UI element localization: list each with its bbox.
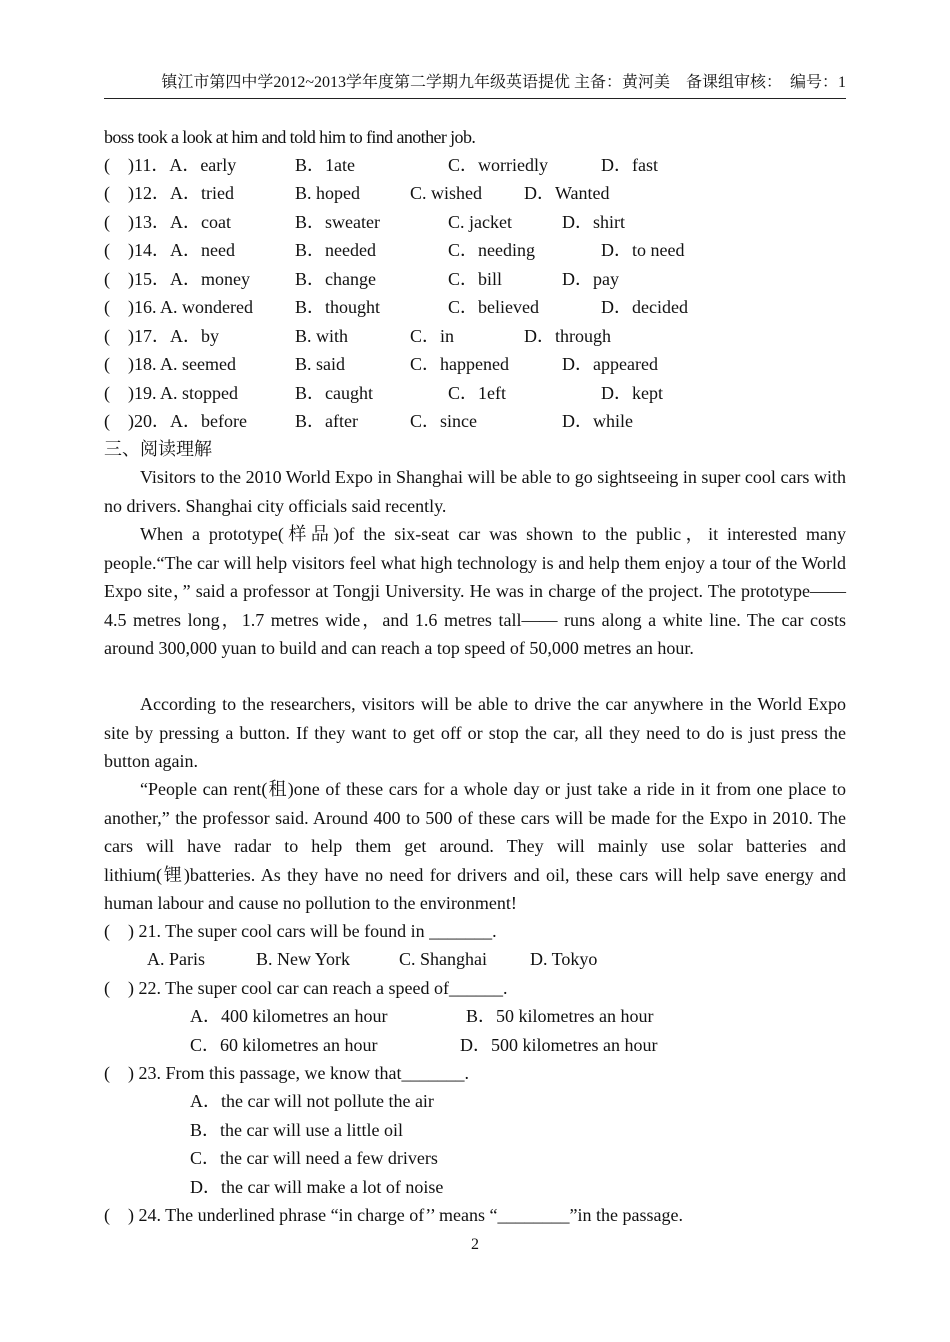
cloze-option-c: C．since bbox=[410, 411, 477, 431]
cloze-option-c: C. jacket bbox=[448, 212, 512, 232]
passage-paragraph bbox=[104, 520, 846, 663]
paragraph-text: When a prototype(样品)of the six-seat car was shown to the public，it interested many people.“The car will help visitors feel what high technology is and help them enjoy a tour of the World Expo site，” said a professor at Tongji University. He was in charge of the project. The prototype—— 4.5 metres long，1.7 metres wide，and 1.6 metres tall—— runs along a white line. The car costs around 300,000 yuan to build and can reach a top speed of 50,000 metres an hour. bbox=[104, 524, 846, 658]
cloze-number-option-a: ( )15．A．money bbox=[104, 269, 250, 289]
section-title: 三、阅读理解 bbox=[104, 439, 212, 459]
cloze-option-c: C．bill bbox=[448, 269, 503, 289]
cloze-option-c: C．believed bbox=[448, 297, 539, 317]
cloze-option-d: D．to need bbox=[601, 240, 685, 260]
cloze-option-b: B. with bbox=[295, 326, 349, 346]
cloze-option-c: C．happened bbox=[410, 354, 509, 374]
cloze-option-d: D．Wanted bbox=[524, 183, 610, 203]
option-b: B. New York bbox=[256, 949, 351, 969]
passage-paragraph bbox=[104, 690, 846, 776]
option-b: B．50 kilometres an hour bbox=[466, 1006, 654, 1026]
option-b: B．the car will use a little oil bbox=[190, 1120, 403, 1140]
option-a: A．400 kilometres an hour bbox=[190, 1006, 388, 1026]
cloze-option-c: C．needing bbox=[448, 240, 535, 260]
cloze-option-b: B．thought bbox=[295, 297, 381, 317]
cloze-option-b: B．after bbox=[295, 411, 358, 431]
cloze-option-b: B．change bbox=[295, 269, 376, 289]
paragraph-text: “People can rent(租)one of these cars for a whole day or just take a ride in it from one place to another,” the professor said. Around 400 to 500 of these cars will be made for the Expo in 2010. The cars will have radar to help them get around. They will mainly use solar batteries and lithium(锂)batteries. As they have no need for drivers and oil, these cars will help save energy and human labour and cause no pollution to the environment! bbox=[104, 779, 846, 913]
cloze-number-option-a: ( )20．A．before bbox=[104, 411, 247, 431]
cloze-option-b: B．sweater bbox=[295, 212, 380, 232]
cloze-option-d: D．shirt bbox=[562, 212, 625, 232]
cloze-number-option-a: ( )14．A．need bbox=[104, 240, 235, 260]
cloze-number-option-a: ( )11．A．early bbox=[104, 155, 237, 175]
option-c: C. Shanghai bbox=[399, 949, 487, 969]
paragraph-text: Visitors to the 2010 World Expo in Shanghai will be able to go sightseeing in super cool cars with no drivers. Shanghai city officials said recently. bbox=[104, 467, 846, 516]
question-24-stem: ( ) 24. The underlined phrase “in charge of’’ means “________”in the passage. bbox=[104, 1205, 683, 1225]
cloze-option-b: B. hoped bbox=[295, 183, 360, 203]
cloze-option-c: C. wished bbox=[410, 183, 482, 203]
option-a: A. Paris bbox=[147, 949, 205, 969]
page-header: 镇江市第四中学2012~2013学年度第二学期九年级英语提优 主备：黄河美 备课组审核： 编号：1 bbox=[104, 72, 846, 99]
page-number: 2 bbox=[471, 1236, 479, 1253]
cloze-number-option-a: ( )19. A. stopped bbox=[104, 383, 238, 403]
passage-paragraph bbox=[104, 463, 846, 520]
option-d: D. Tokyo bbox=[530, 949, 598, 969]
cloze-option-b: B．caught bbox=[295, 383, 373, 403]
question-21-stem: ( ) 21. The super cool cars will be found in _______. bbox=[104, 921, 497, 941]
question-23-stem: ( ) 23. From this passage, we know that_______. bbox=[104, 1063, 469, 1083]
cloze-number-option-a: ( )16. A. wondered bbox=[104, 297, 253, 317]
passage-paragraph bbox=[104, 775, 846, 918]
option-c: C．the car will need a few drivers bbox=[190, 1148, 438, 1168]
cloze-option-c: C．in bbox=[410, 326, 455, 346]
question-22-stem: ( ) 22. The super cool car can reach a speed of______. bbox=[104, 978, 508, 998]
cloze-number-option-a: ( )18. A. seemed bbox=[104, 354, 236, 374]
cloze-option-d: D．fast bbox=[601, 155, 658, 175]
cloze-option-d: D．pay bbox=[562, 269, 619, 289]
cloze-option-d: D．while bbox=[562, 411, 633, 431]
option-d: D．the car will make a lot of noise bbox=[190, 1177, 444, 1197]
option-d: D．500 kilometres an hour bbox=[460, 1035, 658, 1055]
cloze-number-option-a: ( )13．A．coat bbox=[104, 212, 231, 232]
cloze-option-d: D．decided bbox=[601, 297, 688, 317]
cloze-number-option-a: ( )17．A．by bbox=[104, 326, 219, 346]
cloze-option-b: B. said bbox=[295, 354, 346, 374]
cloze-number-option-a: ( )12．A．tried bbox=[104, 183, 234, 203]
option-c: C．60 kilometres an hour bbox=[190, 1035, 378, 1055]
cloze-option-d: D．through bbox=[524, 326, 611, 346]
cloze-option-c: C．worriedly bbox=[448, 155, 548, 175]
cloze-option-d: D．kept bbox=[601, 383, 663, 403]
cloze-option-b: B．1ate bbox=[295, 155, 355, 175]
option-a: A．the car will not pollute the air bbox=[190, 1091, 434, 1111]
cloze-option-b: B．needed bbox=[295, 240, 376, 260]
cloze-option-d: D．appeared bbox=[562, 354, 658, 374]
cloze-option-c: C．1eft bbox=[448, 383, 506, 403]
paragraph-text: According to the researchers, visitors will be able to drive the car anywhere in the World Expo site by pressing a button. If they want to get off or stop the car, all they need to do is just press the button again. bbox=[104, 694, 846, 771]
continued-text-line: boss took a look at him and told him to find another job. bbox=[104, 127, 476, 147]
